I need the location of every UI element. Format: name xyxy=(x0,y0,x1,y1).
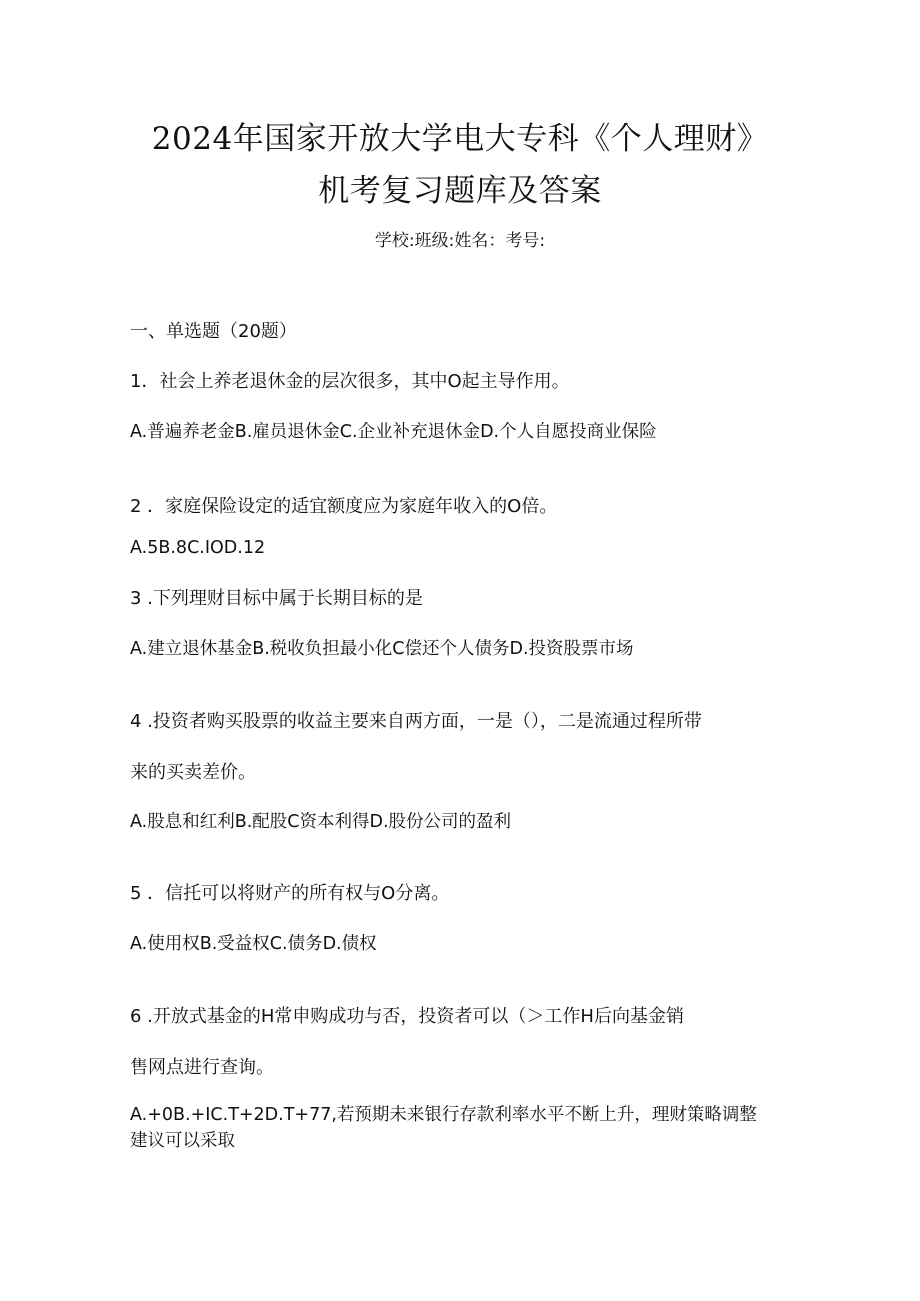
question-options: A.+0B.+IC.T+2D.T+77,若预期未来银行存款利率水平不断上升，理财策略调整 xyxy=(130,1105,757,1125)
question-options: A.使用权B.受益权C.债务D.债权 xyxy=(130,934,377,954)
question-stem: 6 .开放式基金的H常申购成功与否，投资者可以（＞工作H后向基金销 xyxy=(130,1006,684,1027)
question-options: A.5B.8C.IOD.12 xyxy=(130,538,266,558)
question-options-continued: 建议可以采取 xyxy=(130,1131,235,1151)
question-stem-continued: 售网点进行查询。 xyxy=(130,1057,274,1078)
student-info-line: 学校:班级:姓名：考号: xyxy=(374,231,546,251)
question-options: A.普遍养老金B.雇员退休金C.企业补充退休金D.个人自愿投商业保险 xyxy=(130,422,657,442)
question-stem: 1．社会上养老退休金的层次很多，其中O起主导作用。 xyxy=(130,371,570,392)
question-stem: 3 .下列理财目标中属于长期目标的是 xyxy=(130,588,423,609)
question-options: A.股息和红利B.配股C资本利得D.股份公司的盈利 xyxy=(130,812,512,832)
document-title-line-1: 2024年国家开放大学电大专科《个人理财》 xyxy=(151,121,769,157)
question-options: A.建立退休基金B.税收负担最小化C偿还个人债务D.投资股票市场 xyxy=(130,639,634,659)
question-stem-continued: 来的买卖差价。 xyxy=(130,762,256,783)
question-stem: 2 ．家庭保险设定的适宜额度应为家庭年收入的O倍。 xyxy=(130,496,558,517)
question-stem: 5 ．信托可以将财产的所有权与O分离。 xyxy=(130,883,450,904)
section-heading: 一、单选题（20题） xyxy=(130,321,297,342)
question-stem: 4 .投资者购买股票的收益主要来自两方面，一是（），二是流通过程所带 xyxy=(130,711,702,732)
document-title-line-2: 机考复习题库及答案 xyxy=(318,173,602,209)
